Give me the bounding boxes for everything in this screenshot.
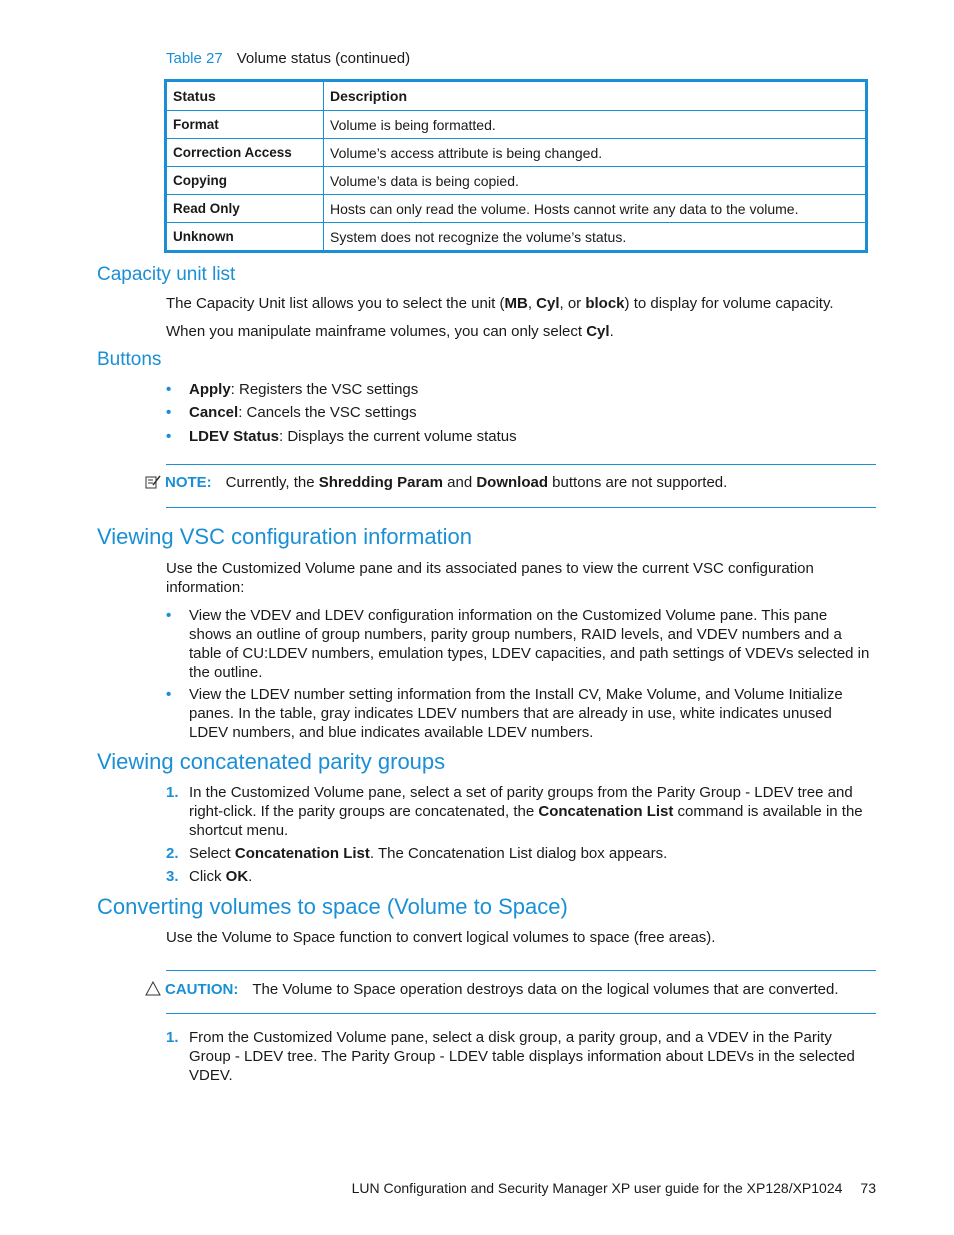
text-run: : Displays the current volume status	[279, 428, 517, 445]
caution-label: CAUTION:	[165, 981, 239, 998]
term-ldev-status: LDEV Status	[189, 428, 280, 445]
status-cell: Read Only	[166, 195, 324, 223]
status-cell: Format	[166, 111, 324, 139]
status-cell: Unknown	[166, 223, 324, 252]
term-download: Download	[476, 474, 549, 491]
term-concatenation-list: Concatenation List	[234, 845, 370, 862]
table-caption-title: Volume status (continued)	[236, 50, 411, 67]
term-cancel: Cancel	[189, 404, 239, 421]
vsc-intro: Use the Customized Volume pane and its associated panes to view the current VSC configuration information:	[166, 560, 814, 596]
text-run: ) to display for volume capacity.	[624, 295, 834, 312]
text-run: Click	[189, 868, 226, 885]
text-run: and	[442, 474, 477, 491]
text-run: When you manipulate mainframe volumes, you can only select	[166, 323, 587, 340]
status-cell: Copying	[166, 167, 324, 195]
buttons-heading: Buttons	[97, 349, 162, 370]
description-cell: System does not recognize the volume’s status.	[324, 223, 867, 252]
divider	[166, 1013, 876, 1014]
step-number: 2.	[166, 845, 179, 862]
text-run: .	[609, 323, 614, 340]
text-run: In the Customized Volume pane, select a set of parity groups from the Parity Group - LDEV tree and right-click. If the parity groups are concatenated, the	[189, 784, 853, 820]
capacity-paragraph-2	[166, 322, 876, 341]
volume-status-table	[164, 79, 868, 253]
term-block: block	[585, 295, 625, 312]
term-concatenation-list: Concatenation List	[538, 803, 674, 820]
text-run: buttons are not supported.	[548, 474, 728, 491]
note-label: NOTE:	[165, 474, 212, 491]
capacity-paragraph-1	[166, 294, 876, 313]
status-cell: Correction Access	[166, 139, 324, 167]
text-run: command is available in the shortcut menu.	[189, 803, 863, 839]
footer-title: LUN Configuration and Security Manager XP user guide for the XP128/XP1024	[351, 1180, 843, 1196]
term-apply: Apply	[189, 381, 231, 398]
term-ok: OK	[225, 868, 249, 885]
page-number: 73	[860, 1180, 876, 1196]
text-run: , or	[559, 295, 586, 312]
text-run: The Capacity Unit list allows you to select the unit (	[166, 295, 505, 312]
description-cell: Hosts can only read the volume. Hosts cannot write any data to the volume.	[324, 195, 867, 223]
table-row	[166, 195, 867, 223]
note-box	[145, 473, 727, 492]
capacity-unit-list-heading: Capacity unit list	[97, 264, 236, 285]
step-text: From the Customized Volume pane, select a disk group, a parity group, and a VDEV in the Parity Group - LDEV tree. The Parity Group - LDEV table displays information about LDEVs in the selected VDEV.	[189, 1029, 855, 1084]
term-cyl: Cyl	[536, 295, 560, 312]
table-row	[166, 167, 867, 195]
text-run: .	[248, 868, 253, 885]
vsc-heading: Viewing VSC configuration information	[97, 524, 473, 549]
text-run: ,	[527, 295, 537, 312]
description-cell: Volume’s access attribute is being changed.	[324, 139, 867, 167]
step-number: 1.	[166, 784, 179, 801]
text-run: Select	[189, 845, 235, 862]
table-row	[166, 111, 867, 139]
caution-box	[145, 980, 839, 999]
bullet-text: View the VDEV and LDEV configuration information on the Customized Volume pane. This pane shows an outline of group numbers, parity group numbers, RAID levels, and VDEV numbers and a table of CU:LDEV numbers, emulation types, LDEV capacities, and path settings of VDEVs selected in the outline.	[189, 607, 870, 681]
bullet-marker: •	[166, 381, 172, 398]
caution-triangle-icon	[145, 981, 161, 996]
divider	[166, 507, 876, 508]
bullet-marker: •	[166, 428, 172, 445]
term-shredding-param: Shredding Param	[318, 474, 443, 491]
text-run: . The Concatenation List dialog box appears.	[369, 845, 668, 862]
divider	[166, 970, 876, 971]
convert-intro: Use the Volume to Space function to convert logical volumes to space (free areas).	[166, 929, 716, 946]
table-caption-label: Table 27	[166, 50, 223, 67]
bullet-marker: •	[166, 686, 172, 703]
table-header-row	[166, 81, 867, 111]
bullet-marker: •	[166, 404, 172, 421]
step-number: 3.	[166, 868, 179, 885]
description-cell: Volume’s data is being copied.	[324, 167, 867, 195]
text-run: : Cancels the VSC settings	[238, 404, 417, 421]
table-caption	[166, 50, 410, 67]
bullet-text: View the LDEV number setting information from the Install CV, Make Volume, and Volume Initialize panes. In the table, gray indicates LDEV numbers that are already in use, white indicates unused LDEV numbers, and blue indicates available LDEV numbers.	[189, 686, 843, 741]
text-run: : Registers the VSC settings	[230, 381, 419, 398]
text-run: Currently, the	[225, 474, 319, 491]
term-cyl: Cyl	[586, 323, 610, 340]
caution-text: The Volume to Space operation destroys data on the logical volumes that are converted.	[252, 981, 839, 998]
page-footer	[352, 1180, 876, 1196]
note-pencil-icon	[145, 474, 161, 490]
term-mb: MB	[504, 295, 528, 312]
table-row	[166, 223, 867, 252]
bullet-marker: •	[166, 607, 172, 624]
step-number: 1.	[166, 1029, 179, 1046]
column-header-status: Status	[166, 81, 324, 111]
column-header-description: Description	[324, 81, 867, 111]
table-row	[166, 139, 867, 167]
divider	[166, 464, 876, 465]
convert-heading: Converting volumes to space (Volume to Space)	[97, 894, 568, 919]
description-cell: Volume is being formatted.	[324, 111, 867, 139]
concat-heading: Viewing concatenated parity groups	[97, 749, 446, 774]
